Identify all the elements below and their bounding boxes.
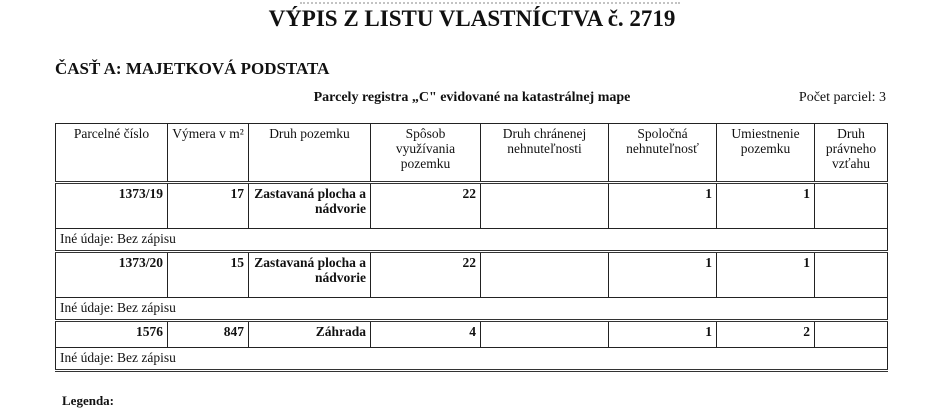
cell-area: 15 [168, 252, 249, 298]
section-heading: ČASŤ A: MAJETKOVÁ PODSTATA [55, 59, 330, 78]
cell-parcel: 1373/20 [56, 252, 168, 298]
table-subtitle: Parcely registra „C" evidované na katastrálnej mape [313, 90, 631, 105]
cell-common: 1 [609, 321, 717, 348]
cell-location: 1 [717, 183, 815, 229]
cell-protected [481, 252, 609, 298]
table-row [56, 252, 888, 298]
other-info: Iné údaje: Bez zápisu [56, 348, 888, 371]
cell-location: 1 [717, 252, 815, 298]
col-header: Druh pozemku [249, 124, 371, 183]
other-info-row [56, 229, 888, 252]
col-header: Spôsob využívania pozemku [371, 124, 481, 183]
cell-legal [815, 252, 888, 298]
other-info: Iné údaje: Bez zápisu [56, 298, 888, 321]
cell-location: 2 [717, 321, 815, 348]
other-info-row [56, 348, 888, 371]
col-header: Spoločná nehnuteľnosť [609, 124, 717, 183]
cut-off-header-line [300, 0, 680, 4]
cell-type: Zastavaná plocha a nádvorie [249, 252, 371, 298]
col-header: Výmera v m² [168, 124, 249, 183]
table-row [56, 183, 888, 229]
table-row [56, 321, 888, 348]
legend-heading: Legenda: [62, 393, 114, 408]
other-info-row [56, 298, 888, 321]
cell-common: 1 [609, 252, 717, 298]
cell-common: 1 [609, 183, 717, 229]
cell-type: Záhrada [249, 321, 371, 348]
cell-legal [815, 321, 888, 348]
cell-use: 4 [371, 321, 481, 348]
cell-type: Zastavaná plocha a nádvorie [249, 183, 371, 229]
col-header: Druh chránenej nehnuteľnosti [481, 124, 609, 183]
cell-area: 847 [168, 321, 249, 348]
cell-parcel: 1373/19 [56, 183, 168, 229]
parcel-count: Počet parciel: 3 [798, 90, 886, 105]
parcels-table [55, 123, 888, 372]
col-header: Umiestnenie pozemku [717, 124, 815, 183]
document-title: VÝPIS Z LISTU VLASTNÍCTVA č. 2719 [268, 6, 676, 31]
cell-legal [815, 183, 888, 229]
cell-protected [481, 183, 609, 229]
table-header-row [56, 124, 888, 183]
other-info: Iné údaje: Bez zápisu [56, 229, 888, 252]
cell-protected [481, 321, 609, 348]
cell-parcel: 1576 [56, 321, 168, 348]
col-header: Parcelné číslo [56, 124, 168, 183]
col-header: Druh právneho vzťahu [815, 124, 888, 183]
cell-area: 17 [168, 183, 249, 229]
cell-use: 22 [371, 252, 481, 298]
cell-use: 22 [371, 183, 481, 229]
